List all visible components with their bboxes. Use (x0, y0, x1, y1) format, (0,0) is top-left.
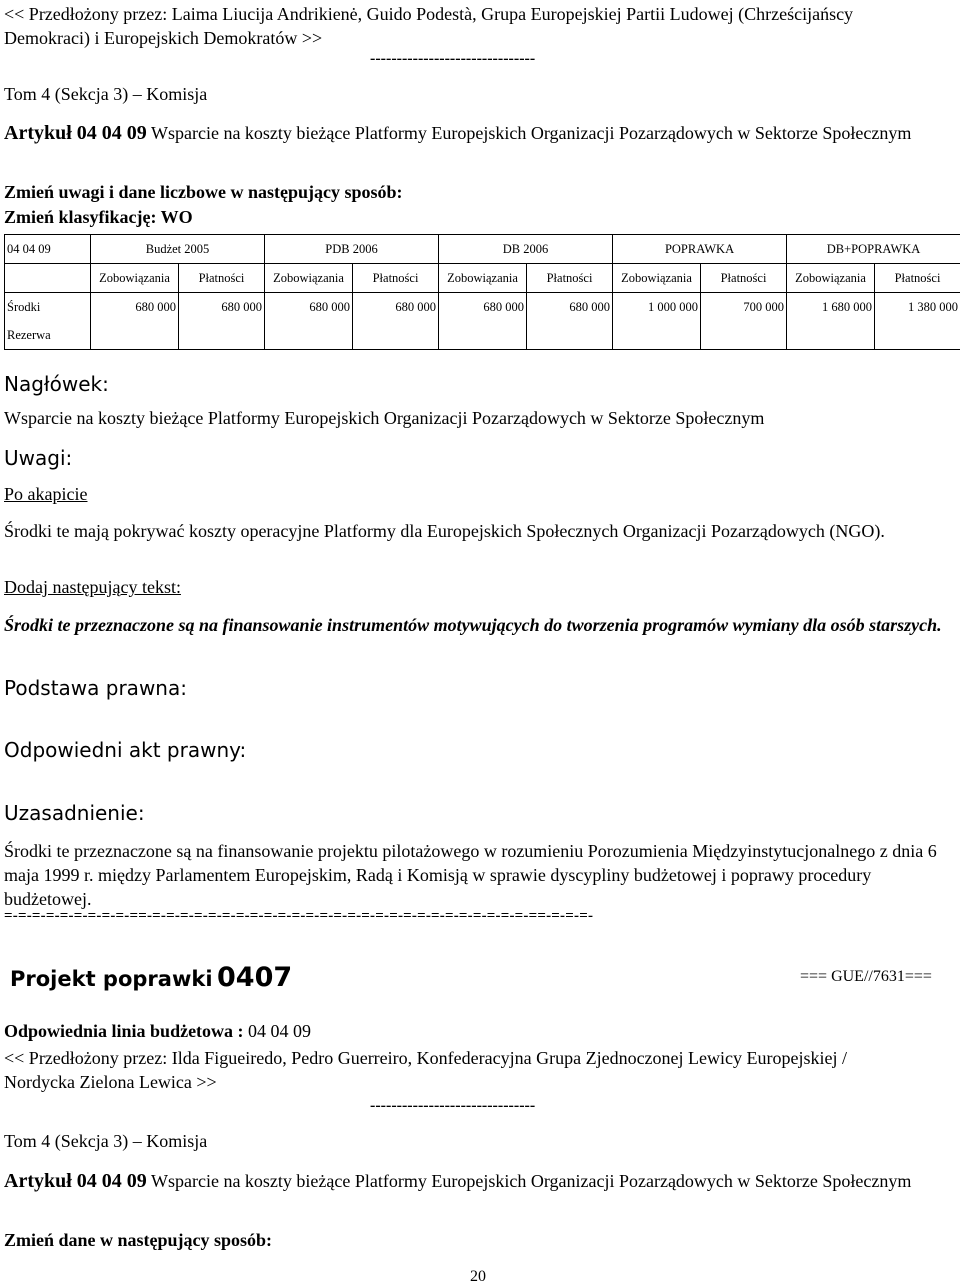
change-instruction: Zmień uwagi i dane liczbowe w następujący sposób: (4, 182, 403, 202)
heading-text: Wsparcie na koszty bieżące Platformy Europejskich Organizacji Pozarządowych w Sektorze Społecznym (4, 408, 765, 428)
amendment-label: Projekt poprawki (10, 967, 213, 991)
article-label: Artykuł 04 04 09 (4, 122, 147, 144)
justification-text: Środki te przeznaczone są na finansowanie projektu pilotażowego w rozumieniu Porozumienia Międzyinstytucjonalnego z dnia 6 maja 1999 r. między Parlamentem Europejskim, Radą i Komisją w sprawie dyscypliny budżetowej i poprawy procedury budżetowej. (4, 841, 937, 909)
separator: ------------------------------- (370, 50, 536, 67)
legal-act-label: Odpowiedni akt prawny: (4, 738, 247, 762)
amount-cell: 680 000 (135, 300, 176, 314)
change-instruction-2: Zmień dane w następujący sposób: (4, 1230, 273, 1250)
subheader-cell: Zobowiązania (91, 264, 179, 293)
row-label: Rezerwa (7, 328, 51, 342)
add-text-label: Dodaj następujący tekst: (4, 577, 181, 597)
table-group-row (5, 235, 960, 264)
separator-2: ------------------------------- (370, 1097, 536, 1114)
table-code: 04 04 09 (5, 235, 91, 264)
article-title: Wsparcie na koszty bieżące Platformy Europejskich Organizacji Pozarządowych w Sektorze Społecznym (150, 123, 912, 143)
table-row (5, 293, 960, 350)
volume-line-2: Tom 4 (Sekcja 3) – Komisja (4, 1131, 208, 1151)
group-header: POPRAWKA (613, 235, 787, 264)
amount-cell: 680 000 (395, 300, 437, 314)
subheader-cell: Płatności (353, 264, 439, 293)
group-header: DB+POPRAWKA (787, 235, 960, 264)
amount-cell: 1 680 000 (822, 300, 873, 314)
group-header: PDB 2006 (265, 235, 439, 264)
subheader-cell: Zobowiązania (439, 264, 527, 293)
amendment-title (10, 962, 292, 993)
subheader-cell: Płatności (527, 264, 613, 293)
budget-table (4, 234, 960, 350)
subheader-cell: Zobowiązania (265, 264, 353, 293)
amount-cell: 680 000 (221, 300, 263, 314)
justification-label: Uzasadnienie: (4, 801, 145, 825)
added-remarks-text: Środki te przeznaczone są na finansowanie instrumentów motywujących do tworzenia programów wymiany dla osób starszych. (4, 615, 942, 635)
budget-line (4, 1021, 311, 1042)
after-paragraph-label: Po akapicie (4, 484, 88, 504)
budget-line-label: Odpowiednia linia budżetowa : (4, 1021, 244, 1041)
submitter-text: << Przedłożony przez: Laima Liucija Andrikienė, Guido Podestà, Grupa Europejskiej Partii Ludowej (Chrześcijańscy Demokraci) i Europejskich Demokratów >> (4, 4, 854, 48)
amount-cell: 680 000 (483, 300, 525, 314)
budget-line-value: 04 04 09 (248, 1021, 312, 1041)
submitter-text-2: << Przedłożony przez: Ilda Figueiredo, Pedro Guerreiro, Konfederacyjna Grupa Zjednoczonej Lewicy Europejskiej / Nordycka Zielona Lewica >> (4, 1048, 847, 1092)
group-header: DB 2006 (439, 235, 613, 264)
amendment-number: 0407 (217, 962, 293, 993)
divider: =-=-=-=-=-=-=-=-=-==-=-=-=-=-=-=-=-=-=-=-=-=-=-=-=-=-=-=-=-=-=-=-=-=-=-=-=-==-=-=-=- (4, 908, 594, 924)
amount-cell: 680 000 (569, 300, 611, 314)
row-label: Środki (7, 300, 41, 314)
heading-label: Nagłówek: (4, 372, 109, 396)
article-title-2: Wsparcie na koszty bieżące Platformy Europejskich Organizacji Pozarządowych w Sektorze Społecznym (150, 1171, 912, 1191)
legal-basis-label: Podstawa prawna: (4, 676, 187, 700)
article-heading (4, 121, 924, 145)
amount-cell: 1 000 000 (648, 300, 699, 314)
subheader-cell: Płatności (179, 264, 265, 293)
remarks-label: Uwagi: (4, 446, 73, 470)
amount-cell: 700 000 (743, 300, 785, 314)
subheader-cell: Płatności (701, 264, 787, 293)
subheader-cell: Płatności (875, 264, 960, 293)
volume-line: Tom 4 (Sekcja 3) – Komisja (4, 84, 208, 104)
table-subheader-row (5, 264, 960, 293)
existing-remarks-text: Środki te mają pokrywać koszty operacyjne Platformy dla Europejskich Społecznych Organizacji Pozarządowych (NGO). (4, 521, 885, 541)
article-heading-2 (4, 1169, 924, 1193)
page-number: 20 (470, 1268, 486, 1285)
amount-cell: 680 000 (309, 300, 351, 314)
classification-line: Zmień klasyfikację: WO (4, 207, 193, 227)
amount-cell: 1 380 000 (908, 300, 959, 314)
amendment-ref: === GUE//7631=== (800, 968, 932, 985)
article-label-2: Artykuł 04 04 09 (4, 1170, 147, 1192)
subheader-cell: Zobowiązania (787, 264, 875, 293)
group-header: Budżet 2005 (91, 235, 265, 264)
row-labels-cell (5, 293, 91, 350)
subheader-cell: Zobowiązania (613, 264, 701, 293)
